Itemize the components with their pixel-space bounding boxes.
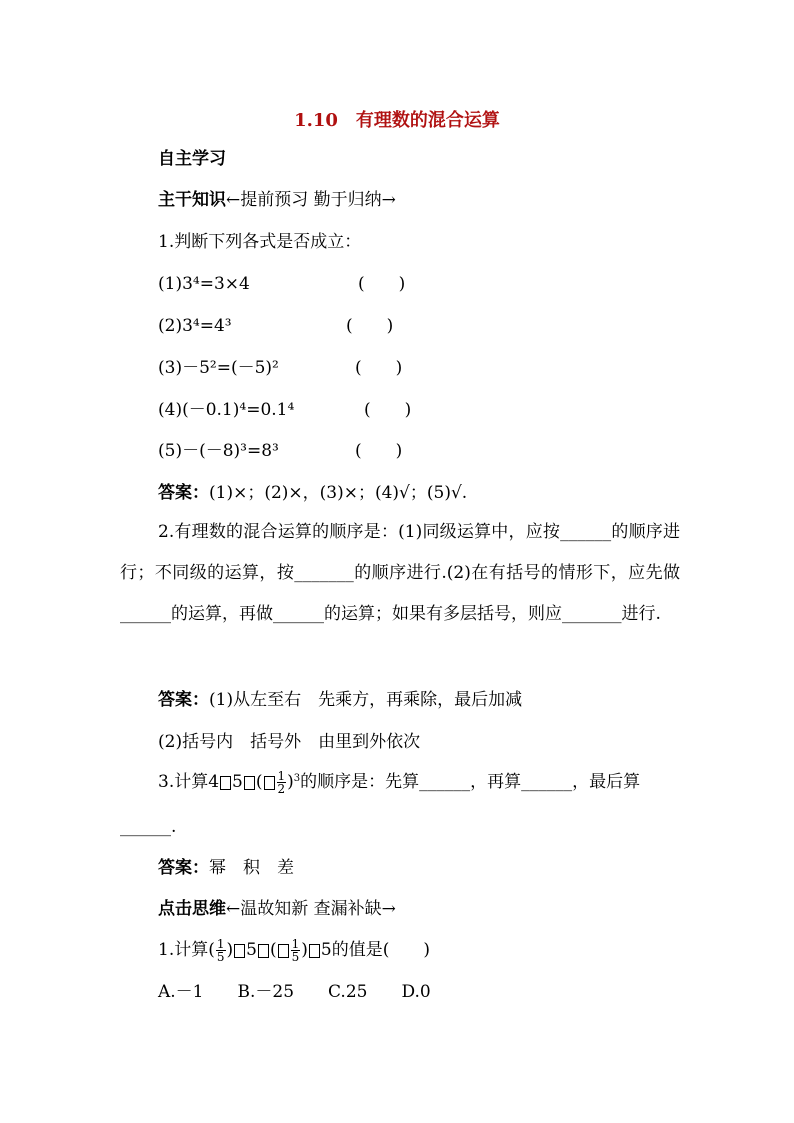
answer-label: 答案： [158,690,209,710]
arrow-right-icon: → [381,190,396,210]
q3-stem [158,770,640,795]
answer-text: (1)×；(2)×，(3)×；(4)√；(5)√. [209,483,468,503]
q1-item-text: (4)(－0.1)⁴=0.1⁴ [158,400,295,420]
arrow-right-icon: → [381,899,396,919]
fraction-denominator: 5 [291,950,300,964]
q2-answer-line2: (2)括号内 括号外 由里到外依次 [158,732,421,752]
arrow-left-icon: ← [226,190,241,210]
q2-answer-line1 [158,688,522,712]
q1-item-text: (3)－5²=(－5)² [158,358,279,378]
section-heading-self-study: 自主学习 [158,149,226,169]
missing-symbol-icon [278,944,289,958]
q1-item-paren: ( ) [346,316,394,336]
missing-symbol-icon [244,776,255,790]
p1-fraction-1 [216,938,226,963]
missing-symbol-icon [258,944,269,958]
q3-number: 5 [232,772,243,792]
q3-close-paren: ) [287,772,294,792]
answer-label: 答案： [158,483,209,503]
answer-label: 答案： [158,858,209,878]
fraction-numerator: 1 [216,937,225,951]
dianji-heading [158,897,396,921]
q1-answer [158,481,467,505]
missing-symbol-icon [264,776,275,790]
fraction-denominator: 2 [277,782,286,796]
q1-item-text: (1)3⁴=3×4 [158,274,250,294]
arrow-left-icon: ← [226,899,241,919]
q3-exponent: 3 [293,773,301,784]
practice-1-stem [158,938,430,963]
answer-text: (1)从左至右 先乘方，再乘除，最后加减 [209,690,523,710]
q1-item-paren: ( ) [358,274,406,294]
q1-item-text: (5)－(－8)³=8³ [158,441,279,461]
p1-close-paren: ) [226,940,234,960]
q1-item-2 [158,314,394,338]
p1-fraction-2 [291,938,301,963]
missing-symbol-icon [220,776,231,790]
q1-item-3 [158,356,403,380]
q1-item-paren: ( ) [364,400,412,420]
q3-line2: ______. [120,817,177,837]
q3-fraction [277,770,287,795]
q3-open-paren: ( [255,772,263,792]
p1-suffix: 5的值是( ) [320,940,430,960]
p1-number: 5 [246,940,257,960]
q3-prefix: 3.计算4 [158,772,220,792]
fraction-numerator: 1 [291,937,300,951]
q3-answer [158,856,294,880]
q1-item-5 [158,439,403,463]
answer-text: 幂 积 差 [209,858,294,878]
fraction-denominator: 5 [216,950,225,964]
q1-stem: 1.判断下列各式是否成立： [158,232,362,252]
zhugan-label: 主干知识 [158,190,226,210]
q1-item-text: (2)3⁴=4³ [158,316,232,336]
q1-item-4 [158,398,412,422]
dianji-text: 温故知新 查漏补缺 [240,899,382,919]
q1-item-paren: ( ) [355,441,403,461]
zhugan-heading [158,188,396,212]
practice-1-options: A.－1 B.－25 C.25 D.0 [158,982,431,1002]
p1-close-paren: ) [301,940,308,960]
fraction-numerator: 1 [277,769,286,783]
q2-text: 2.有理数的混合运算的顺序是：(1)同级运算中，应按______的顺序进行；不同级的运算，按_______的顺序进行.(2)在有括号的情形下，应先做______的运算，再做______的运算；如果有多层括号，则应_______进行. [120,522,680,624]
missing-symbol-icon [234,944,245,958]
p1-open-paren: ( [269,940,277,960]
p1-prefix: 1.计算( [158,940,215,960]
q1-item-1 [158,272,406,296]
zhugan-text: 提前预习 勤于归纳 [240,190,382,210]
missing-symbol-icon [309,944,320,958]
dianji-label: 点击思维 [158,899,226,919]
q1-item-paren: ( ) [355,358,403,378]
page-title: 1.10 有理数的混合运算 [294,110,500,131]
q3-suffix: 的顺序是：先算______，再算______，最后算 [300,772,641,792]
